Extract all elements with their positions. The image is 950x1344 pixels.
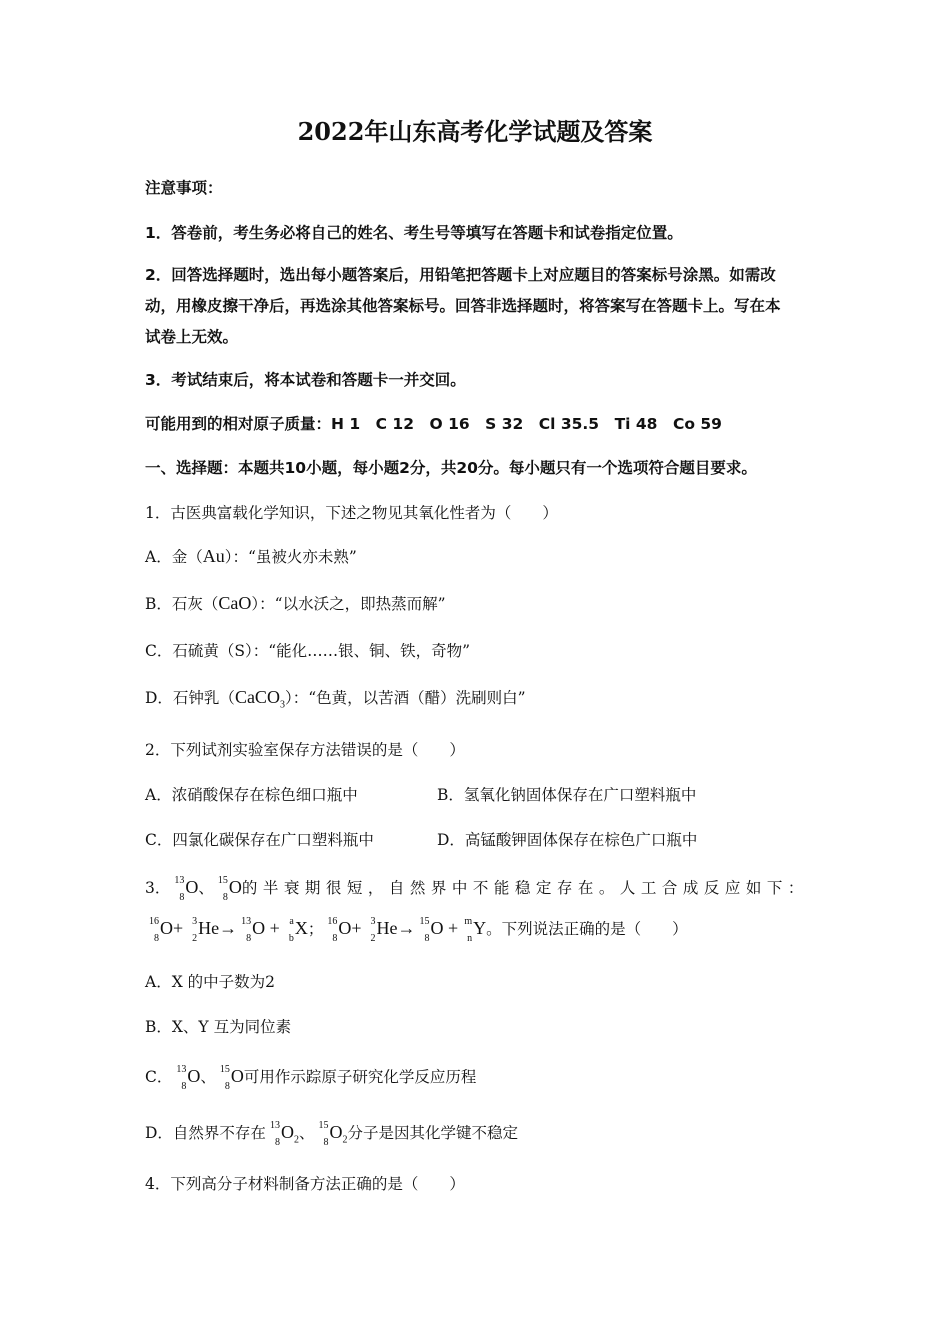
q1-b-post: ）：“以水沃之，即热蒸而解”: [251, 595, 446, 613]
q3-option-c: C． 13 8 O、 15 8 O可用作示踪原子研究化学反应历程: [145, 1064, 477, 1092]
q3-stem-line1: 3． 13 8 O、 15 8 O的半衰期很短，自然界中不能稳定存在。人工合成反应如下：: [145, 875, 809, 903]
q1-a-post: ）：“虽被火亦未熟”: [224, 548, 357, 566]
q3-option-a: A．X 的中子数为2: [145, 973, 276, 991]
notice-item-2: [145, 260, 810, 353]
notice-item-2-line: 动，用橡皮擦干净后，再选涂其他答案标号。回答非选择题时，将答案写在答题卡上。写在本: [145, 297, 781, 315]
q3-reactions: 16 8 O+ 3 2 He→ 13 8 O + a b X； 16 8 O+ 3 2 He→ 15 8 O + m n Y。下列说法正确的是（ ）: [149, 916, 688, 944]
section-heading: 一、选择题：本题共10小题，每小题2分，共20分。每小题只有一个选项符合题目要求。: [145, 459, 757, 477]
atomic-masses: 可能用到的相对原子质量：H 1 C 12 O 16 S 32 Cl 35.5 Ti 48 Co 59: [145, 415, 722, 433]
page-title: 2022年山东高考化学试题及答案: [297, 117, 653, 146]
notice-item-3: 3．考试结束后，将本试卷和答题卡一并交回。: [145, 371, 466, 389]
q1-a-pre: A．金（: [145, 548, 203, 566]
q1-option-a: [145, 545, 357, 567]
notice-item-2-line: 试卷上无效。: [145, 328, 239, 346]
q3-option-b: B．X、Y 互为同位素: [145, 1018, 292, 1036]
q2-option-b: B．氢氧化钠固体保存在广口塑料瓶中: [437, 786, 697, 804]
q1-option-c: C．石硫黄（S）：“能化……银、铜、铁，奇物”: [145, 642, 471, 660]
q1-stem: 1．古医典富载化学知识，下述之物见其氧化性者为（ ）: [145, 504, 558, 522]
q3-option-d: D．自然界不存在 13 8 $O_2$、 15 8 $O_2$分子是因其化学键不稳定: [145, 1120, 518, 1148]
q1-b-formula: CaO: [218, 593, 252, 613]
q1-b-pre: B．石灰（: [145, 595, 219, 613]
notice-item-1: 1．答卷前，考生务必将自己的姓名、考生号等填写在答题卡和试卷指定位置。: [145, 224, 683, 242]
q1-d-post: ）：“色黄，以苦酒（醋）洗刷则白”: [284, 689, 526, 707]
q2-option-c: C．四氯化碳保存在广口塑料瓶中: [145, 831, 374, 849]
q1-a-formula: Au: [202, 546, 225, 566]
q4-stem: 4．下列高分子材料制备方法正确的是（ ）: [145, 1175, 465, 1193]
q1-option-b: [145, 592, 446, 614]
q2-option-d: D．高锰酸钾固体保存在棕色广口瓶中: [437, 831, 698, 849]
q1-d-pre: D．石钟乳（: [145, 689, 235, 707]
notice-item-2-line: 2．回答选择题时，选出每小题答案后，用铅笔把答题卡上对应题目的答案标号涂黑。如需改: [145, 266, 776, 284]
q2-option-a: A．浓硝酸保存在棕色细口瓶中: [145, 786, 358, 804]
q2-stem: 2．下列试剂实验室保存方法错误的是（ ）: [145, 741, 465, 759]
q1-d-formula: CaCO$_3$: [234, 687, 285, 711]
q1-option-d: [145, 686, 526, 711]
notice-heading: 注意事项：: [145, 179, 223, 197]
